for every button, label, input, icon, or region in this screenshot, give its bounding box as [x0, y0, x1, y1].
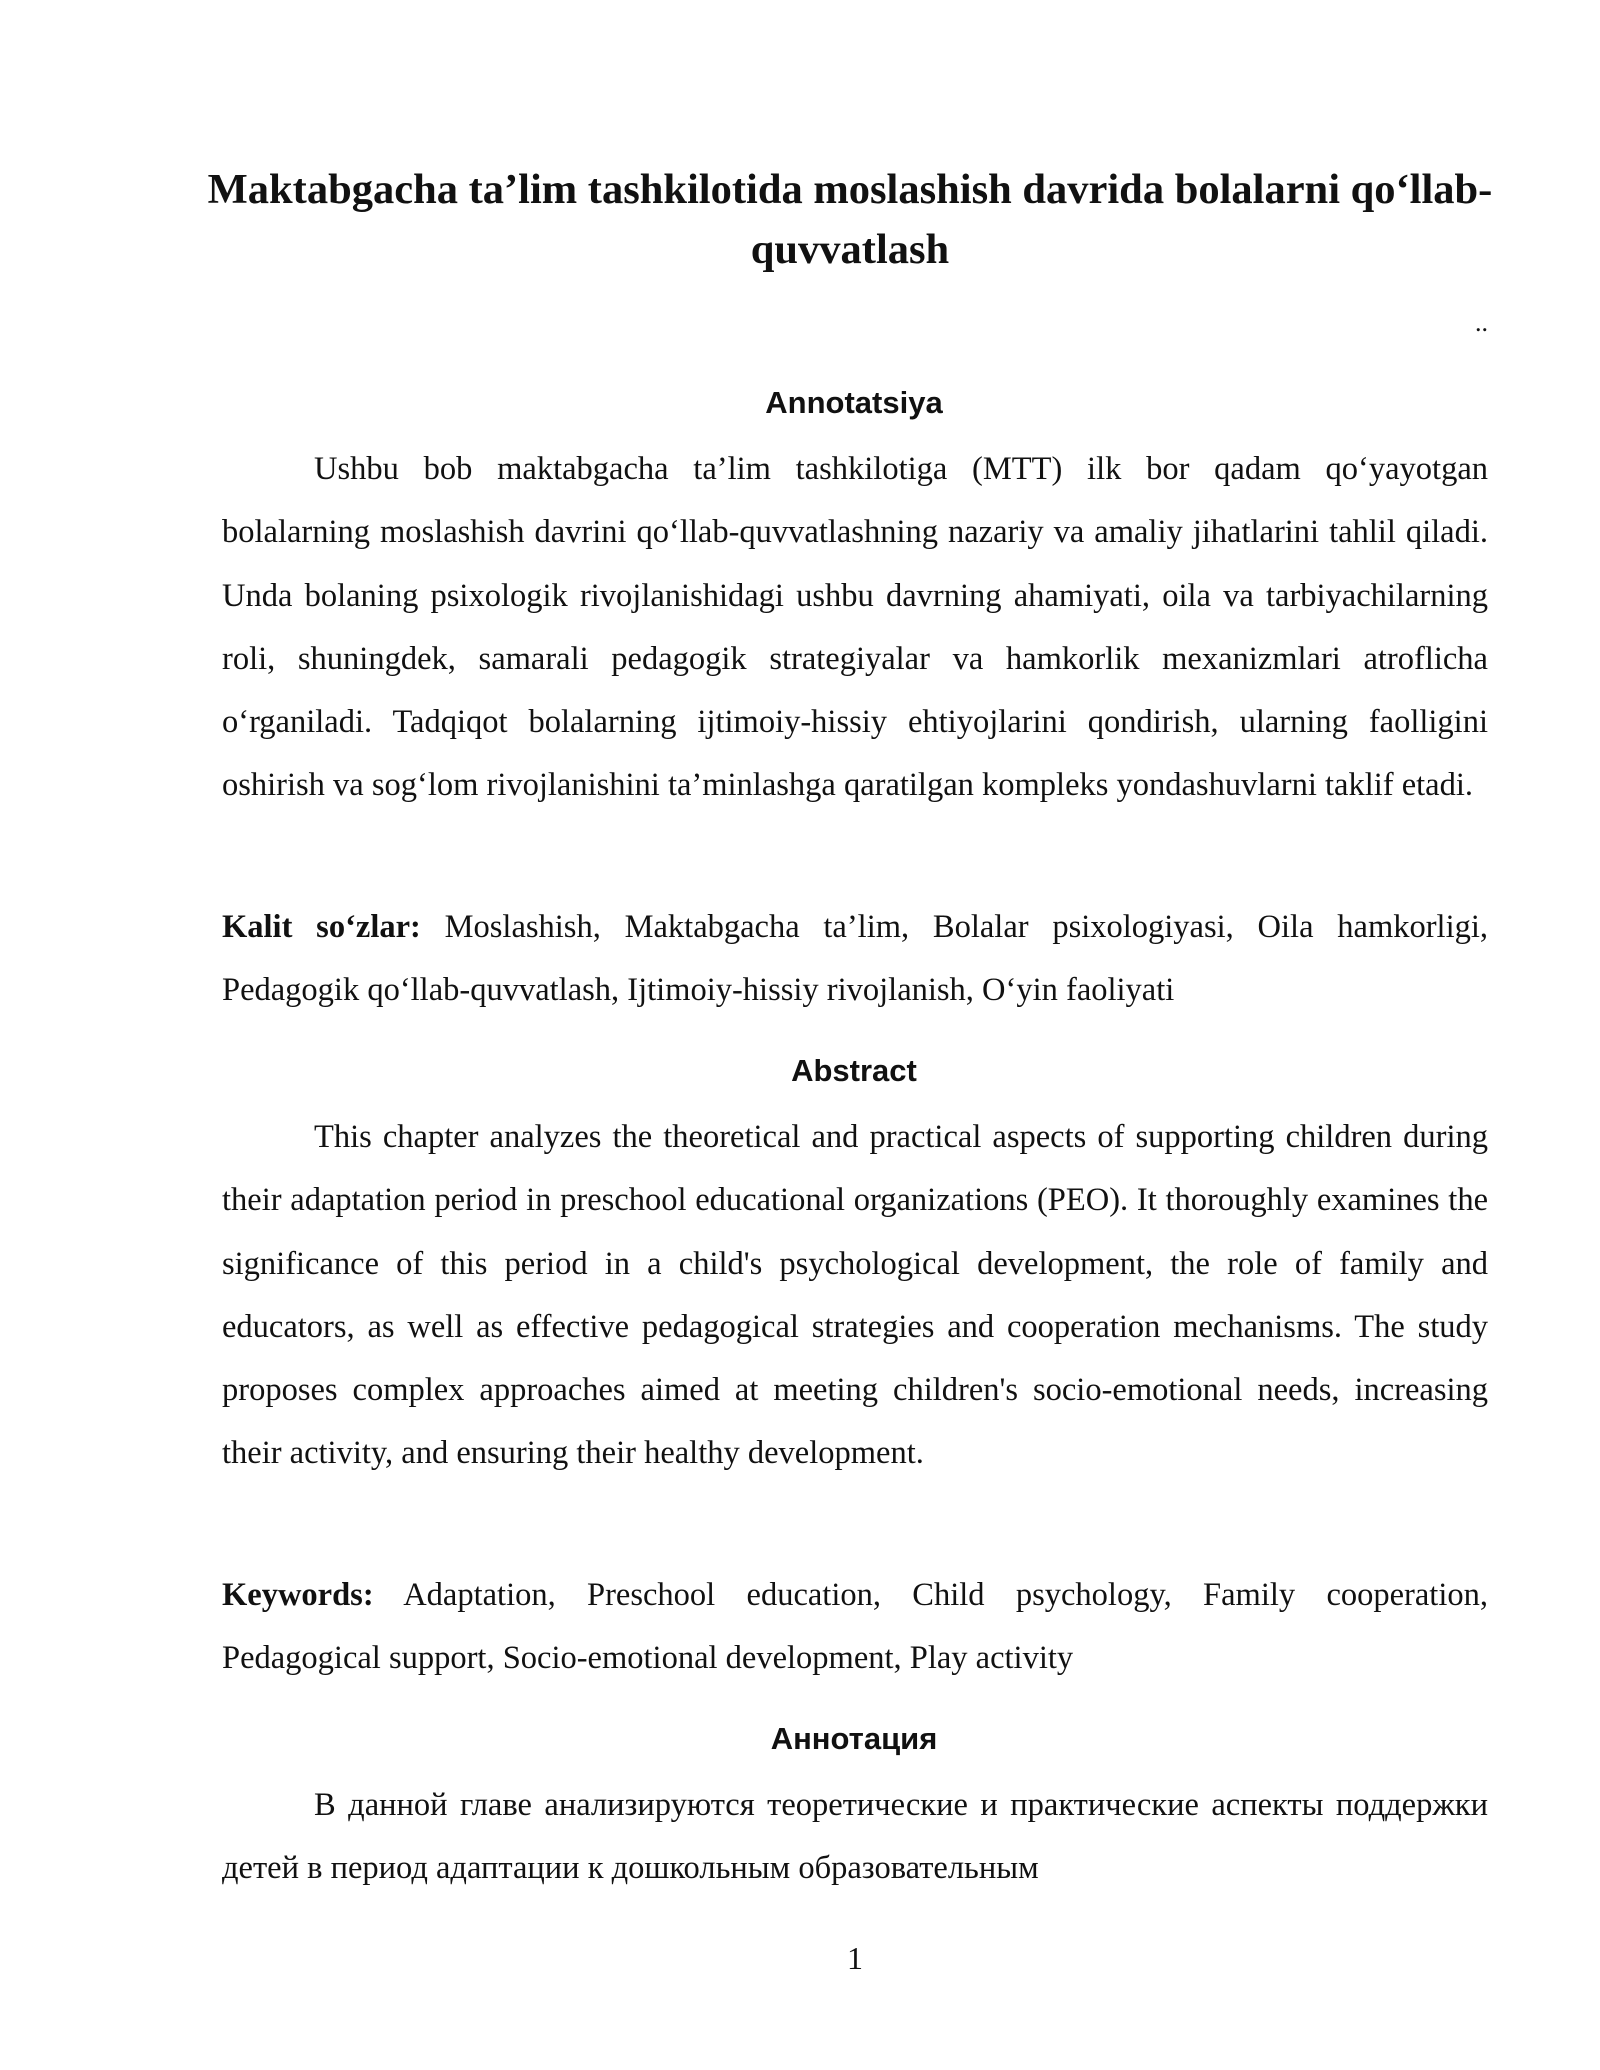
annotation-body-ru: В данной главе анализируются теоретические и практические аспекты поддержки детей в период адаптации к дошкольным образовательным — [222, 1787, 1488, 1887]
annotation-heading-uz: Annotatsiya — [765, 385, 943, 420]
annotation-heading-ru: Аннотация — [770, 1721, 938, 1756]
keywords-list-en: Adaptation, Preschool education, Child psychology, Family cooperation, Pedagogical support, Socio-emotional development, Play activity — [222, 1577, 1488, 1677]
keywords-label-uz: Kalit so‘zlar: — [222, 909, 421, 945]
keywords-en — [222, 1564, 1488, 1691]
keywords-list-uz: Moslashish, Maktabgacha ta’lim, Bolalar psixologiyasi, Oila hamkorligi, Pedagogik qo‘llab-quvvatlash, Ijtimoiy-hissiy rivojlanish, O‘yin faoliyati — [222, 909, 1489, 1009]
marker-dots: .. — [1475, 308, 1488, 337]
keywords-label-en: Keywords: — [222, 1577, 374, 1613]
page-number: 1 — [847, 1940, 863, 1976]
abstract-body-en: This chapter analyzes the theoretical and practical aspects of supporting children during their adaptation period in preschool educational organizations (PEO). It thoroughly examines the significance of this period in a child's psychological development, the role of family and educators, as well as effective pedagogical strategies and cooperation mechanisms. The study proposes complex approaches aimed at meeting children's socio-emotional needs, increasing their activity, and ensuring their healthy development. — [222, 1119, 1488, 1472]
abstract-heading-en: Abstract — [791, 1053, 917, 1088]
annotation-body-uz: Ushbu bob maktabgacha ta’lim tashkilotiga (MTT) ilk bor qadam qo‘yayotgan bolalarning moslashish davrini qo‘llab-quvvatlashning nazariy va amaliy jihatlarini tahlil qiladi. Unda bolaning psixologik rivojlanishidagi ushbu davrning ahamiyati, oila va tarbiyachilarning roli, shuningdek, samarali pedagogik strategiyalar va hamkorlik mexanizmlari atroflicha o‘rganiladi. Tadqiqot bolalarning ijtimoiy-hissiy ehtiyojlarini qondirish, ularning faolligini oshirish va sog‘lom rivojlanishini ta’minlashga qaratilgan kompleks yondashuvlarni taklif etadi. — [222, 451, 1488, 804]
keywords-uz — [222, 896, 1488, 1023]
document-title: Maktabgacha ta’lim tashkilotida moslashish davrida bolalarni qo‘llab-quvvatlash — [207, 166, 1493, 273]
